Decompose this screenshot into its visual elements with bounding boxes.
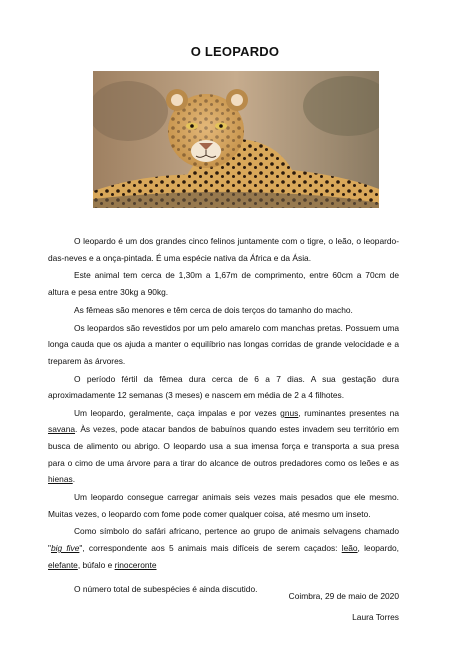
link-hienas[interactable]: hienas <box>48 474 73 485</box>
paragraph-hunting: Um leopardo, geralmente, caça impalas e por vezes gnus, ruminantes presentes na savana. Às vezes, pode atacar bandos de babuínos quando estes invadem seu território em busca de alimento ou abrigo. O leopardo usa a sua imensa força e transporta a sua presa para o cimo de uma árvore para a tirar do alcance de outros predadores como os leões e as hienas. <box>48 407 399 485</box>
paragraph-females: As fêmeas são menores e têm cerca de dois terços do tamanho do macho. <box>74 304 353 315</box>
article-body <box>48 233 399 599</box>
link-gnus[interactable]: gnus <box>280 407 299 418</box>
paragraph-big-five: Como símbolo do safári africano, pertence ao grupo de animais selvagens chamado "big five", correspondente aos 5 animais mais difíceis de serem caçados: leão, leopardo, elefante, búfalo e rinoceronte <box>48 526 399 570</box>
author-name: Laura Torres <box>352 611 399 622</box>
page-title: O LEOPARDO <box>190 44 280 59</box>
paragraph-strength: Um leopardo consegue carregar animais seis vezes mais pesados que ele mesmo. Muitas vezes, o leopardo com fome pode comer qualquer coisa, até mesmo um inseto. <box>48 492 399 519</box>
link-rinoceronte[interactable]: rinoceronte <box>114 559 157 570</box>
paragraph-reproduction: O período fértil da fêmea dura cerca de 6 a 7 dias. A sua gestação dura aproximadamente 12 semanas (3 meses) e nascem em média de 2 a 4 filhotes. <box>48 373 399 401</box>
link-big-five[interactable]: big five <box>50 543 80 553</box>
paragraph-coat: Os leopardos são revestidos por um pelo amarelo com manchas pretas. Possuem uma longa cauda que os ajuda a manter o equilíbrio nas longas corridas de grande velocidade e a treparem às árvores. <box>48 322 399 366</box>
leopard-illustration <box>93 71 379 208</box>
link-elefante[interactable]: elefante <box>48 559 78 570</box>
place-date: Coimbra, 29 de maio de 2020 <box>288 591 399 601</box>
leopard-photo <box>93 71 379 208</box>
paragraph-origin: O leopardo é um dos grandes cinco felinos juntamente com o tigre, o leão, o leopardo-das-neves e a onça-pintada. É uma espécie nativa da África e da Ásia. <box>48 236 399 263</box>
paragraph-size: Este animal tem cerca de 1,30m a 1,67m de comprimento, entre 60cm a 70cm de altura e pesa entre 30kg a 90kg. <box>48 270 399 297</box>
signature-block <box>289 586 399 627</box>
link-savana[interactable]: savana <box>48 424 76 435</box>
link-leao[interactable]: leão <box>341 543 358 553</box>
paragraph-subspecies: O número total de subespécies é ainda discutido. <box>74 584 258 595</box>
